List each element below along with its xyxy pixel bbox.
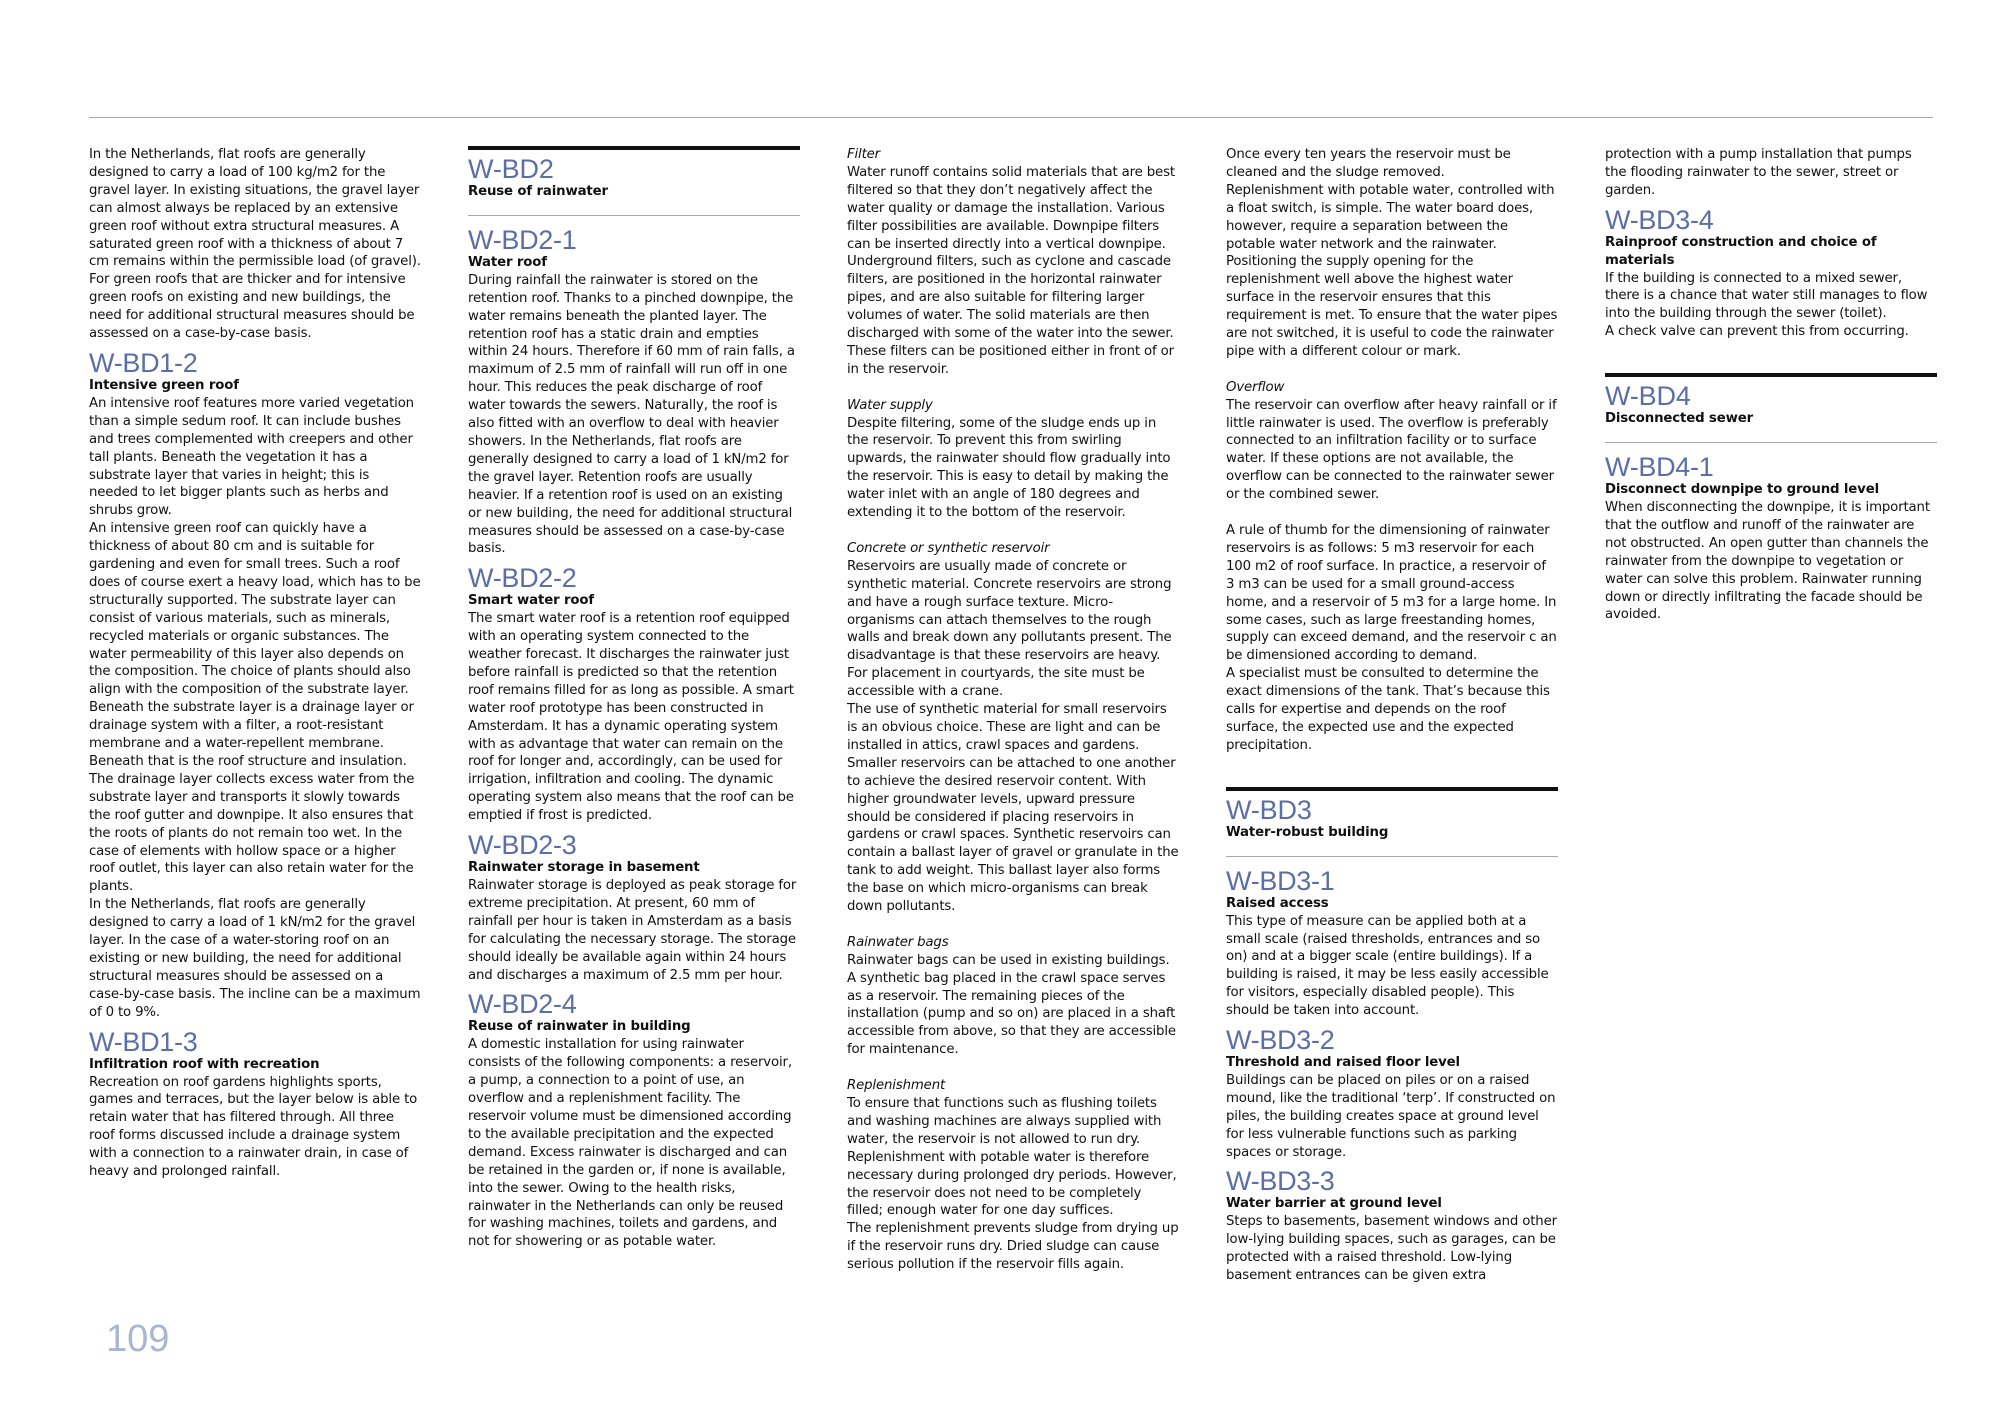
- paragraph: Replenishment with potable water, controlled with a float switch, is simple. The water board does, however, require a separation between the potable water network and the rainwater. Positioning the supply opening for the replenishment well above the highest water surface in the reservoir ensures that this requirement is met. To ensure that the water pipes are not switched, it is useful to code the rainwater pipe with a different colour or mark.: [1226, 182, 1558, 359]
- section-subtitle: Rainproof construction and choice of materials: [1605, 234, 1877, 268]
- column-3: [847, 146, 1179, 1274]
- chapter-code: W-BD4: [1605, 381, 1691, 412]
- paragraph: Reservoirs are usually made of concrete or synthetic material. Concrete reservoirs are strong and have a rough surface texture. Micro-organisms can attach themselves to the rough walls and break down any pollutants present. The disadvantage is that these reservoirs are heavy. For placement in courtyards, the site must be accessible with a crane.: [847, 558, 1172, 700]
- section-rule: [1605, 373, 1937, 377]
- section-code: W-BD1-3: [89, 1026, 198, 1057]
- chapter-title: Water-robust building: [1226, 824, 1389, 840]
- section-code: W-BD2-4: [468, 989, 577, 1020]
- subheading: Replenishment: [847, 1078, 946, 1094]
- header-rule: [89, 117, 1933, 118]
- page-number: 109: [106, 1318, 170, 1360]
- column-5: [1605, 146, 1937, 624]
- paragraph: Recreation on roof gardens highlights sports, games and terraces, but the layer below is able to retain water that has filtered through. All three roof forms discussed include a drainage system with a connection to a rainwater drain, in case of heavy and prolonged rainfall.: [89, 1074, 418, 1180]
- section-subtitle: Reuse of rainwater in building: [468, 1019, 691, 1035]
- section-code: W-BD3-4: [1605, 204, 1714, 235]
- section-code: W-BD2-2: [468, 563, 577, 594]
- paragraph: To ensure that functions such as flushing toilets and washing machines are always supplied with water, the reservoir is not allowed to run dry. Replenishment with potable water is therefore necessary during prolonged dry periods. However, the reservoir does not need to be completely filled; enough water for one day suffices.: [847, 1095, 1177, 1219]
- section-subtitle: Intensive green roof: [89, 377, 239, 393]
- paragraph: An intensive green roof can quickly have a thickness of about 80 cm and is suitable for gardening and even for small trees. Such a roof does of course exert a heavy load, which has to be structurally supported. The substrate layer can consist of various materials, such as minerals, recycled materials or organic substances. The water permeability of this layer also depends on the composition. The choice of plants should also align with the composition of the substrate layer. Beneath the substrate layer is a drainage layer or drainage system with a filter, a root-resistant membrane and a water-repellent membrane. Beneath that is the roof structure and insulation. The drainage layer collects excess water from the substrate layer and transports it slowly towards the roof gutter and downpipe. It also ensures that the roots of plants do not remain too wet. In the case of elements with hollow space or a higher roof outlet, this layer can also retain water for the plants.: [89, 521, 421, 895]
- paragraph: A domestic installation for using rainwater consists of the following components: a reservoir, a pump, a connection to a point of use, an overflow and a replenishment facility. The reservoir volume must be dimensioned according to the available precipitation and the expected demand. Excess rainwater is discharged and can be retained in the garden or, if none is available, into the sewer. Owing to the health risks, rainwater in the Netherlands can only be reused for washing machines, toilets and gardens, and not for showering or as potable water.: [468, 1037, 792, 1250]
- paragraph: When disconnecting the downpipe, it is important that the outflow and runoff of the rainwater are not obstructed. An open gutter than channels the rainwater from the downpipe to vegetation or water can solve this problem. Rainwater running down or directly infiltrating the facade should be avoided.: [1605, 499, 1930, 623]
- section-code: W-BD3-1: [1226, 865, 1335, 896]
- paragraph: An intensive roof features more varied vegetation than a simple sedum roof. It can include bushes and trees complemented with creepers and other tall plants. Beneath the vegetation it has a substrate layer that varies in height; this is needed to let bigger plants such as herbs and shrubs grow.: [89, 395, 414, 519]
- section-code: W-BD3-2: [1226, 1025, 1335, 1056]
- paragraph: The reservoir can overflow after heavy rainfall or if little rainwater is used. The overflow is preferably connected to an infiltration facility or to surface water. If these options are not available, the overflow can be connected to the rainwater sewer or the combined sewer.: [1226, 397, 1557, 503]
- section-subtitle: Threshold and raised floor level: [1226, 1055, 1460, 1071]
- section-subtitle: Infiltration roof with recreation: [89, 1056, 320, 1072]
- subheading: Overflow: [1226, 379, 1285, 395]
- paragraph: Despite filtering, some of the sludge ends up in the reservoir. To prevent this from swirling upwards, the rainwater should flow gradually into the reservoir. This is easy to detail by making the water inlet with an angle of 180 degrees and extending it to the bottom of the reservoir.: [847, 415, 1171, 521]
- section-rule: [468, 146, 800, 150]
- paragraph: The smart water roof is a retention roof equipped with an operating system connected to the weather forecast. It discharges the rainwater just before rainfall is predicted so that the retention roof remains filled for as long as possible. A smart water roof prototype has been constructed in Amsterdam. It has a dynamic operating system with as advantage that water can remain on the roof for longer and, accordingly, can be used for irrigation, infiltration and cooling. The dynamic operating system also means that the roof can be emptied if frost is predicted.: [468, 611, 794, 824]
- column-4: [1226, 146, 1558, 1285]
- section-code: W-BD2-1: [468, 224, 577, 255]
- paragraph: A specialist must be consulted to determine the exact dimensions of the tank. That’s because this calls for expertise and depends on the roof surface, the expected use and the expected precipitation.: [1226, 666, 1550, 753]
- column-2: [468, 146, 800, 1251]
- paragraph: The use of synthetic material for small reservoirs is an obvious choice. These are light and can be installed in attics, crawl spaces and gardens. Smaller reservoirs can be attached to one another to achieve the desired reservoir content. With higher groundwater levels, upward pressure should be considered if placing reservoirs in gardens or crawl spaces. Synthetic reservoirs can contain a ballast layer of gravel or granulate in the tank to add weight. This ballast layer also forms the base on which micro-organisms can break down pollutants.: [847, 702, 1179, 915]
- section-code: W-BD3-3: [1226, 1166, 1335, 1197]
- divider: [468, 215, 800, 216]
- paragraph: In the Netherlands, flat roofs are generally designed to carry a load of 100 kg/m2 for the gravel layer. In existing situations, the gravel layer can almost always be replaced by an extensive green roof without extra structural measures. A saturated green roof with a thickness of about 7 cm remains within the permissible load (of gravel). For green roofs that are thicker and for intensive green roofs on existing and new buildings, the need for additional structural measures should be assessed on a case-by-case basis.: [89, 147, 421, 342]
- paragraph: If the building is connected to a mixed sewer, there is a chance that water still manages to flow into the building through the sewer (toilet).: [1605, 270, 1928, 322]
- section-subtitle: Disconnect downpipe to ground level: [1605, 482, 1879, 498]
- paragraph: protection with a pump installation that pumps the flooding rainwater to the sewer, street or garden.: [1605, 147, 1912, 198]
- subheading: Water supply: [847, 397, 933, 413]
- section-code: W-BD1-2: [89, 347, 198, 378]
- paragraph: A rule of thumb for the dimensioning of rainwater reservoirs is as follows: 5 m3 reservoir for each 100 m2 of roof surface. In practice, a reservoir of 3 m3 can be used for a small ground-access home, and a reservoir of 5 m3 for a large home. In some cases, such as large freestanding homes, supply can exceed demand, and the reservoir c an be dimensioned according to demand.: [1226, 523, 1557, 664]
- paragraph: Once every ten years the reservoir must be cleaned and the sludge removed.: [1226, 147, 1511, 180]
- section-code: W-BD2-3: [468, 830, 577, 861]
- divider: [1605, 442, 1937, 443]
- subheading: Filter: [847, 147, 880, 162]
- section-subtitle: Water roof: [468, 254, 547, 270]
- section-subtitle: Smart water roof: [468, 593, 594, 609]
- paragraph: Water runoff contains solid materials that are best filtered so that they don’t negatively affect the water quality or damage the installation. Various filter possibilities are available. Downpipe filters can be inserted directly into a vertical downpipe. Underground filters, such as cyclone and cascade filters, are positioned in the horizontal rainwater pipes, and are also suitable for filtering larger volumes of water. The solid materials are then discharged with some of the water into the sewer. These filters can be positioned either in front of or in the reservoir.: [847, 164, 1175, 377]
- subheading: Rainwater bags: [847, 934, 949, 950]
- column-1: [89, 146, 421, 1181]
- chapter-code: W-BD2: [468, 154, 554, 184]
- section-subtitle: Rainwater storage in basement: [468, 860, 700, 876]
- chapter-title: Disconnected sewer: [1605, 411, 1753, 427]
- paragraph: The replenishment prevents sludge from drying up if the reservoir runs dry. Dried sludge can cause serious pollution if the reservoir fills again.: [847, 1221, 1179, 1273]
- section-code: W-BD4-1: [1605, 452, 1714, 483]
- section-subtitle: Water barrier at ground level: [1226, 1196, 1442, 1212]
- section-rule: [1226, 787, 1558, 791]
- paragraph: A check valve can prevent this from occurring.: [1605, 324, 1909, 340]
- paragraph: Rainwater storage is deployed as peak storage for extreme precipitation. At present, 60 mm of rainfall per hour is taken in Amsterdam as a basis for calculating the necessary storage. The storage should ideally be available again within 24 hours and discharges a maximum of 2.5 mm per hour.: [468, 878, 797, 983]
- paragraph: This type of measure can be applied both at a small scale (raised thresholds, entrances and so on) and at a bigger scale (entire buildings). If a building is raised, it may be less easily accessible for visitors, especially disabled people). This should be taken into account.: [1226, 913, 1549, 1019]
- chapter-title: Reuse of rainwater: [468, 184, 608, 199]
- paragraph: In the Netherlands, flat roofs are generally designed to carry a load of 1 kN/m2 for the gravel layer. In the case of a water-storing roof on an existing or new building, the need for additional structural measures should be assessed on a case-by-case basis. The incline can be a maximum of 0 to 9%.: [89, 897, 421, 1020]
- paragraph: Steps to basements, basement windows and other low-lying building spaces, such as garages, can be protected with a raised threshold. Low-lying basement entrances can be given extra: [1226, 1214, 1557, 1284]
- divider: [1226, 856, 1558, 857]
- section-subtitle: Raised access: [1226, 895, 1329, 911]
- paragraph: Buildings can be placed on piles or on a raised mound, like the traditional ‘terp’. If constructed on piles, the building creates space at ground level for less vulnerable functions such as parking spaces or storage.: [1226, 1072, 1556, 1160]
- paragraph: Rainwater bags can be used in existing buildings. A synthetic bag placed in the crawl space serves as a reservoir. The remaining pieces of the installation (pump and so on) are placed in a shaft accessible from above, so that they are accessible for maintenance.: [847, 952, 1176, 1058]
- subheading: Concrete or synthetic reservoir: [847, 540, 1050, 556]
- paragraph: During rainfall the rainwater is stored on the retention roof. Thanks to a pinched downpipe, the water remains beneath the planted layer. The retention roof has a static drain and empties within 24 hours. Therefore if 60 mm of rain falls, a maximum of 2.5 mm of rainfall will run off in one hour. This reduces the peak discharge of roof water towards the sewers. Naturally, the roof is also fitted with an overflow to deal with heavier showers. In the Netherlands, flat roofs are generally designed to carry a load of 1 kN/m2 for the gravel layer. Retention roofs are usually heavier. If a retention roof is used on an existing or new building, the need for additional structural measures should be assessed on a case-by-case basis.: [468, 272, 795, 557]
- chapter-code: W-BD3: [1226, 794, 1312, 825]
